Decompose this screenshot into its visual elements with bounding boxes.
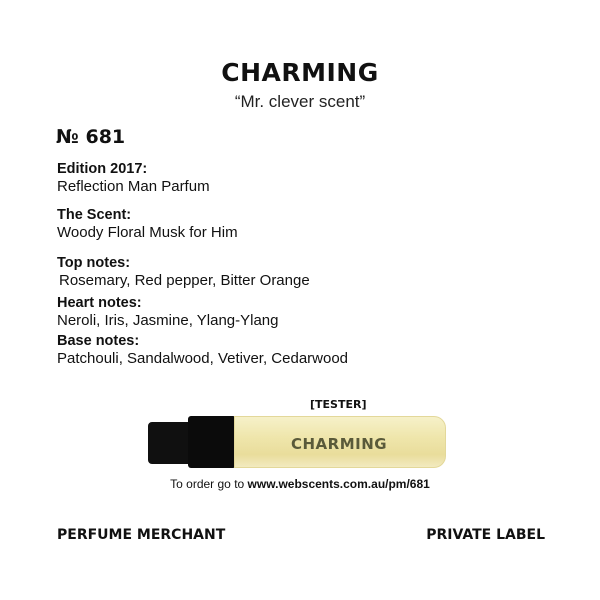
product-number: № 681 <box>56 126 126 148</box>
base-notes-label: Base notes: <box>57 333 140 349</box>
vial-cap <box>188 416 236 468</box>
tester-vial-image <box>148 416 448 468</box>
top-notes-label: Top notes: <box>57 255 131 271</box>
vial-label: CHARMING <box>291 435 388 453</box>
order-url[interactable]: www.webscents.com.au/pm/681 <box>247 477 430 491</box>
product-title: CHARMING <box>221 58 379 87</box>
top-notes-value: Rosemary, Red pepper, Bitter Orange <box>59 272 310 289</box>
scent-block <box>57 206 238 242</box>
edition-block <box>57 160 210 196</box>
brand-private-label: PRIVATE LABEL <box>426 527 545 543</box>
heart-notes-value: Neroli, Iris, Jasmine, Ylang-Ylang <box>57 312 279 329</box>
heart-notes-label: Heart notes: <box>57 295 142 311</box>
product-subtitle: “Mr. clever scent” <box>234 92 366 111</box>
vial-glass <box>234 416 446 468</box>
top-notes-block <box>57 254 310 290</box>
heart-notes-block <box>57 294 278 330</box>
edition-value: Reflection Man Parfum <box>57 178 210 195</box>
base-notes-value: Patchouli, Sandalwood, Vetiver, Cedarwood <box>57 350 349 367</box>
order-prefix: To order go to <box>170 477 245 491</box>
scent-value: Woody Floral Musk for Him <box>57 224 238 241</box>
scent-label: The Scent: <box>57 207 132 223</box>
brand-perfume-merchant: PERFUME MERCHANT <box>57 527 226 543</box>
tester-tag: [TESTER] <box>310 398 367 411</box>
vial-cap-left <box>148 422 192 464</box>
order-line <box>0 477 600 491</box>
edition-label: Edition 2017: <box>57 161 148 177</box>
base-notes-block <box>57 332 348 368</box>
